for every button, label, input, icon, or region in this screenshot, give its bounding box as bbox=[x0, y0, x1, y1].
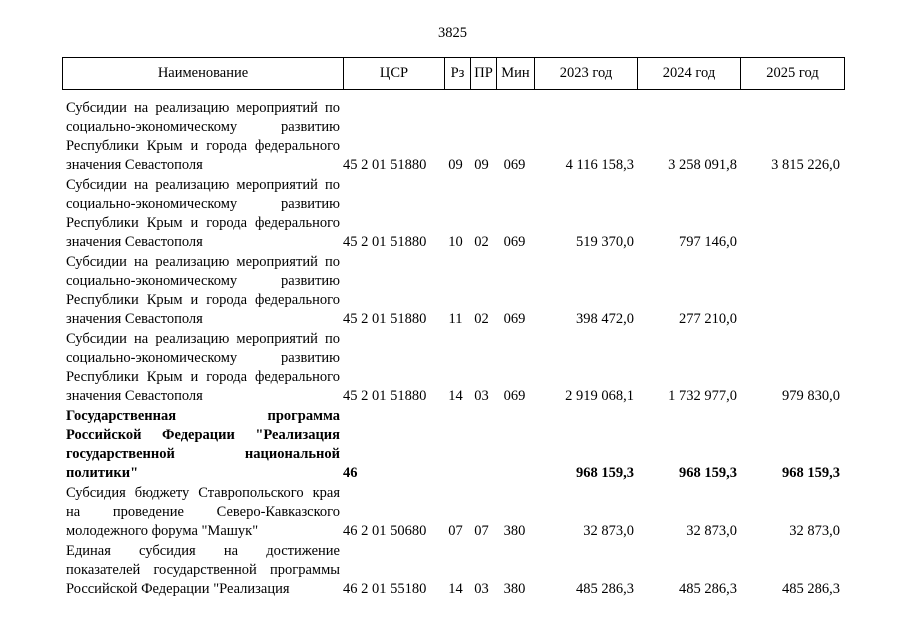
cell-y2023: 4 116 158,3 bbox=[565, 157, 634, 173]
header-pr: ПР bbox=[471, 58, 497, 89]
row-name bbox=[62, 330, 340, 406]
cell-y2024: 797 146,0 bbox=[679, 234, 737, 250]
cell-pr: 03 bbox=[474, 388, 489, 404]
name-line: Субсидии на реализацию мероприятий по bbox=[66, 331, 340, 347]
cell-y2023: 968 159,3 bbox=[576, 465, 634, 481]
table-row bbox=[62, 542, 843, 599]
name-line: Республики Крым и города федерального bbox=[66, 369, 340, 385]
name-line: значения Севастополя bbox=[66, 388, 203, 404]
cell-rz: 07 bbox=[448, 523, 463, 539]
cell-y2024: 968 159,3 bbox=[679, 465, 737, 481]
table-row bbox=[62, 99, 843, 175]
name-line: социально-экономическому развитию bbox=[66, 273, 340, 289]
cell-min: 380 bbox=[503, 581, 526, 597]
name-line: политики" bbox=[66, 465, 139, 481]
cell-min: 380 bbox=[503, 523, 526, 539]
cell-y2023: 32 873,0 bbox=[583, 523, 634, 539]
name-line: государственной национальной bbox=[66, 446, 340, 462]
name-line: молодежного форума "Машук" bbox=[66, 523, 259, 539]
header-name: Наименование bbox=[63, 58, 344, 89]
cell-rz: 10 bbox=[448, 234, 463, 250]
header-csr: ЦСР bbox=[344, 58, 445, 89]
name-line: Республики Крым и города федерального bbox=[66, 138, 340, 154]
table-body bbox=[62, 99, 843, 600]
name-line: значения Севастополя bbox=[66, 157, 203, 173]
cell-min bbox=[495, 464, 534, 483]
table-row bbox=[62, 253, 843, 329]
page-number: 3825 bbox=[438, 25, 467, 41]
cell-pr: 03 bbox=[474, 581, 489, 597]
cell-y2025: 485 286,3 bbox=[782, 581, 840, 597]
cell-csr: 45 2 01 51880 bbox=[343, 157, 427, 173]
cell-y2023: 2 919 068,1 bbox=[565, 388, 634, 404]
table-header bbox=[62, 57, 845, 90]
cell-y2025: 968 159,3 bbox=[782, 465, 840, 481]
cell-y2024: 1 732 977,0 bbox=[668, 388, 737, 404]
cell-y2025 bbox=[740, 310, 843, 329]
cell-pr: 02 bbox=[474, 311, 489, 327]
name-line: Российской Федерации "Реализация bbox=[66, 427, 340, 443]
header-2025: 2025 год bbox=[766, 65, 819, 81]
row-name bbox=[62, 542, 340, 599]
name-line: на проведение Северо-Кавказского bbox=[66, 504, 340, 520]
cell-y2025: 32 873,0 bbox=[789, 523, 840, 539]
name-line: Субсидии на реализацию мероприятий по bbox=[66, 254, 340, 270]
header-2024: 2024 год bbox=[638, 58, 741, 89]
name-line: Российской Федерации "Реализация bbox=[66, 581, 290, 597]
cell-pr: 07 bbox=[474, 523, 489, 539]
cell-csr: 45 2 01 51880 bbox=[343, 311, 427, 327]
row-name bbox=[62, 99, 340, 175]
cell-y2023: 398 472,0 bbox=[576, 311, 634, 327]
cell-min: 069 bbox=[503, 388, 526, 404]
table-row bbox=[62, 484, 843, 541]
name-line: социально-экономическому развитию bbox=[66, 119, 340, 135]
header-min: Мин bbox=[497, 58, 535, 89]
cell-rz: 14 bbox=[448, 388, 463, 404]
cell-y2023: 485 286,3 bbox=[576, 581, 634, 597]
header-rz: Рз bbox=[445, 58, 471, 89]
row-name bbox=[62, 176, 340, 252]
table-row bbox=[62, 407, 843, 483]
cell-min: 069 bbox=[503, 311, 526, 327]
cell-rz bbox=[443, 464, 468, 483]
cell-y2024: 3 258 091,8 bbox=[668, 157, 737, 173]
name-line: социально-экономическому развитию bbox=[66, 196, 340, 212]
name-line: Республики Крым и города федерального bbox=[66, 215, 340, 231]
name-line: Субсидия бюджету Ставропольского края bbox=[66, 485, 340, 501]
row-name bbox=[62, 407, 340, 483]
name-line: Государственная программа bbox=[66, 408, 340, 424]
name-line: Республики Крым и города федерального bbox=[66, 292, 340, 308]
name-line: показателей государственной программы bbox=[66, 562, 340, 578]
name-line: значения Севастополя bbox=[66, 311, 203, 327]
cell-min: 069 bbox=[503, 157, 526, 173]
cell-csr: 46 2 01 50680 bbox=[343, 523, 427, 539]
name-line: социально-экономическому развитию bbox=[66, 350, 340, 366]
cell-y2024: 32 873,0 bbox=[686, 523, 737, 539]
cell-csr: 46 bbox=[343, 465, 358, 481]
cell-csr: 45 2 01 51880 bbox=[343, 234, 427, 250]
cell-y2025: 979 830,0 bbox=[782, 388, 840, 404]
cell-y2025: 3 815 226,0 bbox=[771, 157, 840, 173]
row-name bbox=[62, 484, 340, 541]
cell-pr: 09 bbox=[474, 157, 489, 173]
name-line: Субсидии на реализацию мероприятий по bbox=[66, 100, 340, 116]
cell-min: 069 bbox=[503, 234, 526, 250]
cell-y2024: 485 286,3 bbox=[679, 581, 737, 597]
row-name bbox=[62, 253, 340, 329]
cell-rz: 14 bbox=[448, 581, 463, 597]
name-line: Субсидии на реализацию мероприятий по bbox=[66, 177, 340, 193]
cell-pr: 02 bbox=[474, 234, 489, 250]
header-2023: 2023 год bbox=[535, 58, 638, 89]
name-line: значения Севастополя bbox=[66, 234, 203, 250]
table-row bbox=[62, 330, 843, 406]
cell-csr: 46 2 01 55180 bbox=[343, 581, 427, 597]
cell-y2024: 277 210,0 bbox=[679, 311, 737, 327]
cell-rz: 09 bbox=[448, 157, 463, 173]
cell-y2025 bbox=[740, 233, 843, 252]
cell-pr bbox=[468, 464, 495, 483]
cell-y2023: 519 370,0 bbox=[576, 234, 634, 250]
name-line: Единая субсидия на достижение bbox=[66, 543, 340, 559]
cell-csr: 45 2 01 51880 bbox=[343, 388, 427, 404]
table-row bbox=[62, 176, 843, 252]
cell-rz: 11 bbox=[448, 311, 463, 327]
